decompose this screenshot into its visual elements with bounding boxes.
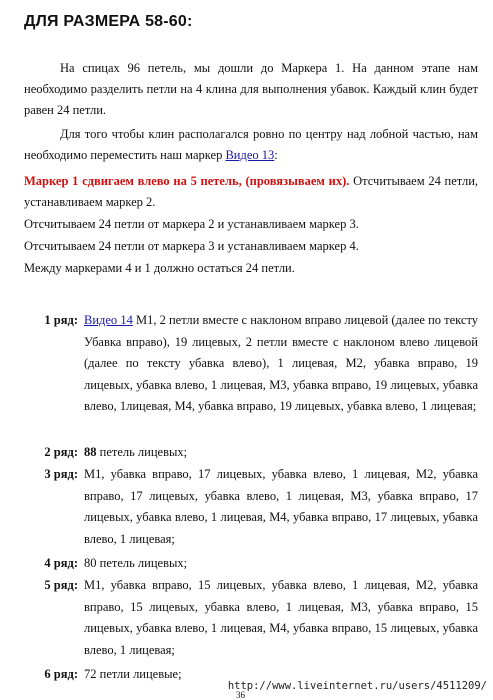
- row-3-instructions: М1, убавка вправо, 17 лицевых, убавка влево, 1 лицевая, М2, убавка вправо, 17 лицевых, убавка влево, 1 лицевая, М3, убавка вправо, 17 лицевых, убавка влево, 1 лицевая, М4, убавка вправо, 17 лицевых, убавка влево, 1 лицевая;: [84, 467, 478, 546]
- row-label: 5 ряд:: [44, 578, 78, 592]
- watermark-url: http://www.liveinternet.ru/users/4511209/: [227, 680, 487, 692]
- video-14-link[interactable]: Видео 14: [84, 313, 133, 327]
- row-label: 2 ряд:: [44, 445, 78, 459]
- video-13-link[interactable]: Видео 13: [225, 148, 275, 162]
- row-6-instructions: 72 петли лицевые;: [84, 667, 182, 681]
- intro-text-3: Отсчитываем 24 петли, устанавливаем маркер 2.: [24, 174, 479, 209]
- marker-warning: Маркер 1 сдвигаем влево на 5 петель, (провязываем их).: [24, 174, 350, 188]
- intro-paragraph-1: [24, 58, 478, 121]
- intro-text-1: На спицах 96 петель, мы дошли до Маркера 1. На данном этапе нам необходимо разделить петли на 4 клина для выполнения убавок. Каждый клин будет равен 24 петли.: [24, 61, 478, 117]
- row-5: [20, 575, 478, 663]
- row-5-instructions: М1, убавка вправо, 15 лицевых, убавка влево, 1 лицевая, М2, убавка вправо, 15 лицевых, убавка влево, 1 лицевая, М3, убавка вправо, 15 лицевых, убавка влево, 1 лицевая, М4, убавка вправо, 15 лицевых, убавка влево, 1 лицевая;: [84, 578, 478, 657]
- row-label: 4 ряд:: [44, 556, 78, 570]
- intro-paragraph-5: Отсчитываем 24 петли от маркера 3 и устанавливаем маркер 4.: [24, 239, 359, 253]
- intro-paragraph-3: [24, 171, 478, 213]
- intro-paragraph-6: Между маркерами 4 и 1 должно остаться 24 петли.: [24, 261, 295, 275]
- row-4: [20, 553, 478, 575]
- row-4-instructions: 80 петель лицевых;: [84, 556, 188, 570]
- row-label: 1 ряд:: [44, 313, 78, 327]
- intro-text-2-end: :: [274, 148, 278, 162]
- stitch-count: 88: [84, 445, 97, 459]
- row-1: [20, 310, 478, 445]
- intro-paragraph-4: Отсчитываем 24 петли от маркера 2 и устанавливаем маркер 3.: [24, 217, 359, 231]
- row-text: [84, 442, 478, 464]
- row-2: [20, 442, 478, 464]
- intro-text-2: Для того чтобы клин располагался ровно по центру над лобной частью, нам необходимо переместить наш маркер: [24, 127, 478, 162]
- row-text: [84, 310, 478, 418]
- page-title: ДЛЯ РАЗМЕРА 58-60:: [24, 13, 193, 30]
- page-number: 36: [236, 690, 245, 700]
- row-1-instructions: М1, 2 петли вместе с наклоном вправо лицевой (далее по тексту Убавка вправо), 19 лицевых, 2 петли вместе с наклоном влево лицевой (далее по тексту убавка влево), 1 лицевая, М2, убавка вправо, 19 лицевых, убавка влево, 1 лицевая, М3, убавка вправо, 19 лицевых, убавка влево, 1лицевая, М4, убавка вправо, 19 лицевых, убавка влево, 1 лицевая;: [84, 313, 479, 413]
- row-2-instructions: петель лицевых;: [96, 445, 188, 459]
- row-label: 3 ряд:: [44, 467, 78, 481]
- row-label: 6 ряд:: [44, 667, 78, 681]
- intro-paragraph-2: [24, 124, 478, 166]
- row-3: [20, 464, 478, 552]
